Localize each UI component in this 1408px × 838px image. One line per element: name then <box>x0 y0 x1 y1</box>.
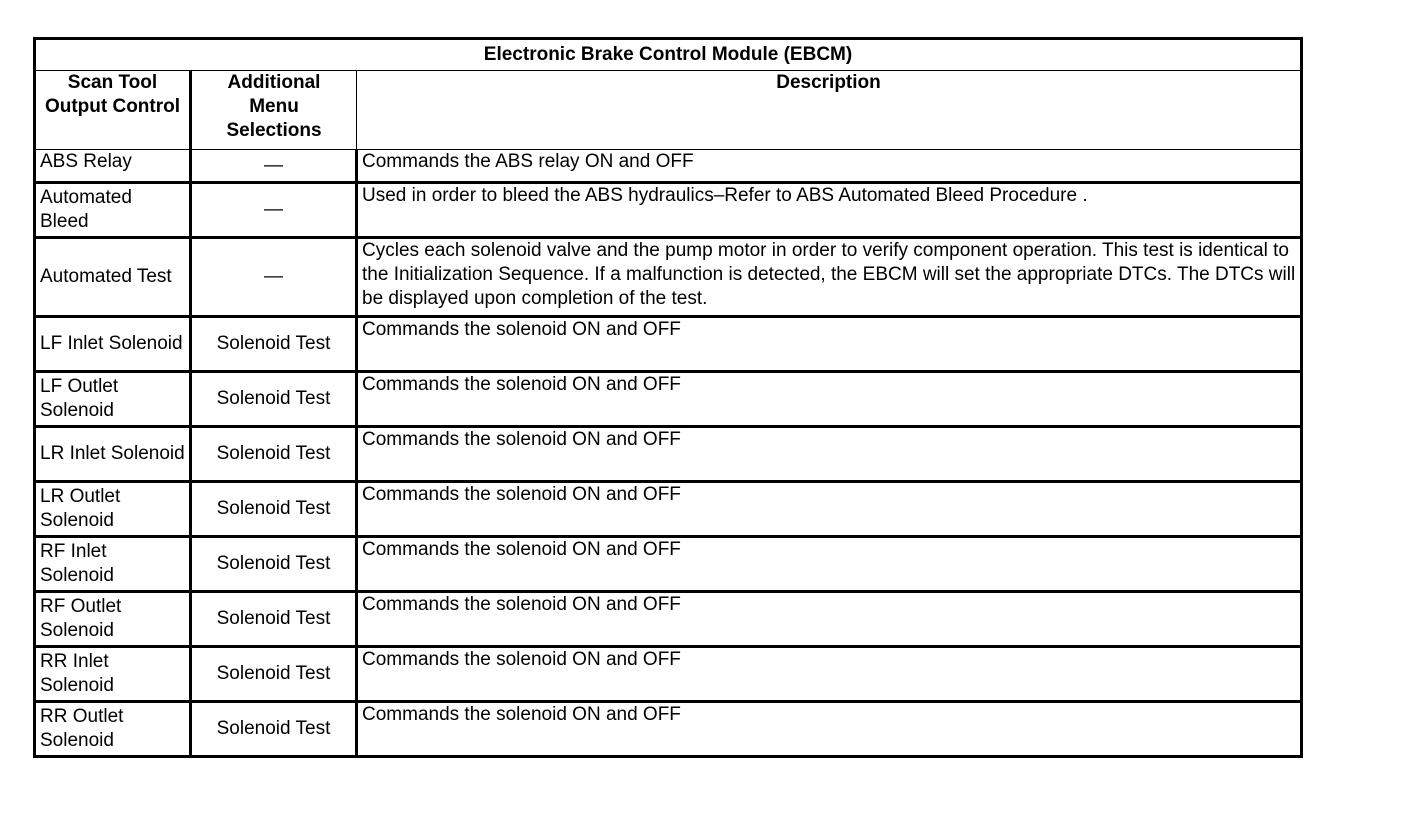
table-row <box>35 537 1302 592</box>
menu-selection-cell: Solenoid Test <box>191 482 357 537</box>
menu-selection-cell: — <box>191 183 357 238</box>
menu-selection-cell: Solenoid Test <box>191 537 357 592</box>
description-cell: Commands the solenoid ON and OFF <box>357 537 1302 592</box>
header-col2-line2: Menu <box>249 96 299 117</box>
table-row <box>35 372 1302 427</box>
output-control-cell: LR Outlet Solenoid <box>35 482 191 537</box>
table-row <box>35 592 1302 647</box>
header-col1-line1: Scan Tool <box>67 72 158 93</box>
menu-selection-cell: — <box>191 238 357 317</box>
description-cell: Commands the solenoid ON and OFF <box>357 372 1302 427</box>
table-row <box>35 702 1302 757</box>
description-cell: Cycles each solenoid valve and the pump motor in order to verify component operation. This test is identical to the Initialization Sequence. If a malfunction is detected, the EBCM will set the appropriate DTCs. The DTCs will be displayed upon completion of the test. <box>357 238 1302 317</box>
menu-selection-cell: Solenoid Test <box>191 702 357 757</box>
menu-selection-cell: Solenoid Test <box>191 592 357 647</box>
menu-selection-cell: Solenoid Test <box>191 647 357 702</box>
table-title: Electronic Brake Control Module (EBCM) <box>35 39 1302 71</box>
description-cell: Commands the solenoid ON and OFF <box>357 702 1302 757</box>
header-description: Description <box>357 71 1302 150</box>
output-control-cell: Automated Test <box>35 238 191 317</box>
table-row <box>35 150 1302 183</box>
description-cell: Commands the solenoid ON and OFF <box>357 482 1302 537</box>
description-cell: Commands the ABS relay ON and OFF <box>357 150 1302 183</box>
description-cell: Used in order to bleed the ABS hydraulics–Refer to ABS Automated Bleed Procedure . <box>357 183 1302 238</box>
table-row <box>35 482 1302 537</box>
header-col2-line3: Selections <box>226 120 322 141</box>
output-control-cell: ABS Relay <box>35 150 191 183</box>
table-row <box>35 238 1302 317</box>
output-control-cell: LF Outlet Solenoid <box>35 372 191 427</box>
table-row <box>35 317 1302 372</box>
description-cell: Commands the solenoid ON and OFF <box>357 427 1302 482</box>
header-col1-line2: Output Control <box>44 96 181 117</box>
header-col2-line1: Additional <box>227 72 321 93</box>
table-row <box>35 183 1302 238</box>
description-cell: Commands the solenoid ON and OFF <box>357 647 1302 702</box>
table-row <box>35 647 1302 702</box>
output-control-cell: RR Inlet Solenoid <box>35 647 191 702</box>
output-control-cell: RF Outlet Solenoid <box>35 592 191 647</box>
description-cell: Commands the solenoid ON and OFF <box>357 317 1302 372</box>
output-control-cell: RF Inlet Solenoid <box>35 537 191 592</box>
menu-selection-cell: Solenoid Test <box>191 427 357 482</box>
header-additional-menu-selections <box>191 71 357 150</box>
menu-selection-cell: Solenoid Test <box>191 317 357 372</box>
menu-selection-cell: Solenoid Test <box>191 372 357 427</box>
menu-selection-cell: — <box>191 150 357 183</box>
description-cell: Commands the solenoid ON and OFF <box>357 592 1302 647</box>
ebcm-output-control-table <box>33 37 1303 758</box>
output-control-cell: LR Inlet Solenoid <box>35 427 191 482</box>
output-control-cell: LF Inlet Solenoid <box>35 317 191 372</box>
header-scan-tool-output-control <box>35 71 191 150</box>
output-control-cell: RR Outlet Solenoid <box>35 702 191 757</box>
output-control-cell: Automated Bleed <box>35 183 191 238</box>
table-row <box>35 427 1302 482</box>
